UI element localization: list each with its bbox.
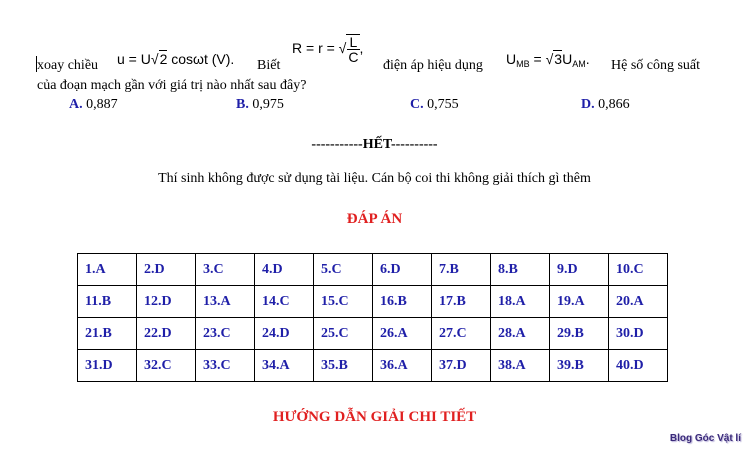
answer-cell: 24.D [255,318,314,350]
answer-cell: 31.D [78,350,137,382]
answer-cell: 15.C [314,286,373,318]
answer-cell: 5.C [314,254,373,286]
answer-cell: 7.B [432,254,491,286]
formula-r-den: C [348,49,359,65]
answer-cell: 10.C [609,254,668,286]
formula-r-num: L [347,35,359,50]
answer-cell: 40.D [609,350,668,382]
option-c-value: 0,755 [427,97,459,112]
option-b-value: 0,975 [252,97,284,112]
answer-cell: 8.B [491,254,550,286]
answer-cell: 27.C [432,318,491,350]
formula-umb-rhs: U [562,51,573,67]
question-text-end: Hệ số công suất [611,58,701,73]
answer-cell: 28.A [491,318,550,350]
answer-cell: 35.B [314,350,373,382]
answer-cell: 39.B [550,350,609,382]
answer-row [78,286,668,318]
formula-r-lhs: R = r = [292,40,335,57]
question-text-biet: Biết [257,58,281,73]
option-c-letter: C. [410,97,424,112]
end-marker: -----------HẾT---------- [311,137,438,152]
formula-u-lhs: u [117,51,125,67]
answer-row [78,350,668,382]
formula-voltage: u = U√2 cosωt (V). [117,51,235,67]
answer-cell: 1.A [78,254,137,286]
option-a-value: 0,887 [86,97,118,112]
formula-u-sqrt-arg: 2 [159,51,168,67]
answer-cell: 25.C [314,318,373,350]
answer-cell: 18.A [491,286,550,318]
formula-umb-end: . [585,51,590,67]
answer-cell: 4.D [255,254,314,286]
blog-watermark: Blog Góc Vật lí [669,433,741,444]
formula-u-cos: cosωt (V). [171,51,235,67]
answer-cell: 16.B [373,286,432,318]
answer-key-title: ĐÁP ÁN [346,211,403,227]
answer-cell: 19.A [550,286,609,318]
formula-umb-sub: MB [516,59,530,69]
answer-table [77,253,668,382]
exam-note: Thí sinh không được sử dụng tài liệu. Cán bộ coi thi không giải thích gì thêm [158,171,591,186]
question-line-2: của đoạn mạch gần với giá trị nào nhất sau đây? [37,78,307,93]
answer-cell: 29.B [550,318,609,350]
answer-cell: 34.A [255,350,314,382]
answer-cell: 17.B [432,286,491,318]
option-d[interactable] [581,97,630,113]
answer-cell: 22.D [137,318,196,350]
option-d-value: 0,866 [598,97,630,112]
answer-cell: 14.C [255,286,314,318]
answer-cell: 38.A [491,350,550,382]
question-text-start: xoay chiều [37,58,99,73]
option-b-letter: B. [236,97,249,112]
answer-cell: 6.D [373,254,432,286]
formula-resistance: R = r = √ $\frac{L}{C}$ , [292,34,364,65]
answer-cell: 21.B [78,318,137,350]
answer-row [78,254,668,286]
answer-cell: 20.A [609,286,668,318]
option-a[interactable] [69,97,118,113]
question-text-mid: điện áp hiệu dụng [383,58,483,73]
answer-cell: 13.A [196,286,255,318]
formula-umb: $U_{MB} = √3U_{AM}$. [506,51,590,69]
answer-cell: 36.A [373,350,432,382]
option-c[interactable] [410,97,459,113]
option-a-letter: A. [69,97,83,112]
formula-u-amplitude: U [140,51,151,67]
answer-cell: 12.D [137,286,196,318]
formula-uam-sub: AM [572,59,586,69]
answer-cell: 23.C [196,318,255,350]
solution-guide-title: HƯỚNG DẪN GIẢI CHI TIẾT [272,409,477,425]
answer-cell: 32.C [137,350,196,382]
formula-umb-sqrt-arg: 3 [554,51,563,67]
formula-umb-lhs: U [506,51,517,67]
option-b[interactable] [236,97,284,113]
answer-cell: 2.D [137,254,196,286]
answer-cell: 30.D [609,318,668,350]
answer-cell: 37.D [432,350,491,382]
formula-r-comma: , [359,40,364,57]
answer-cell: 11.B [78,286,137,318]
answer-cell: 3.C [196,254,255,286]
answer-row [78,318,668,350]
answer-table-body [78,254,668,382]
answer-cell: 33.C [196,350,255,382]
answer-cell: 26.A [373,318,432,350]
formula-umb-eq: = [533,51,542,67]
option-d-letter: D. [581,97,595,112]
answer-cell: 9.D [550,254,609,286]
